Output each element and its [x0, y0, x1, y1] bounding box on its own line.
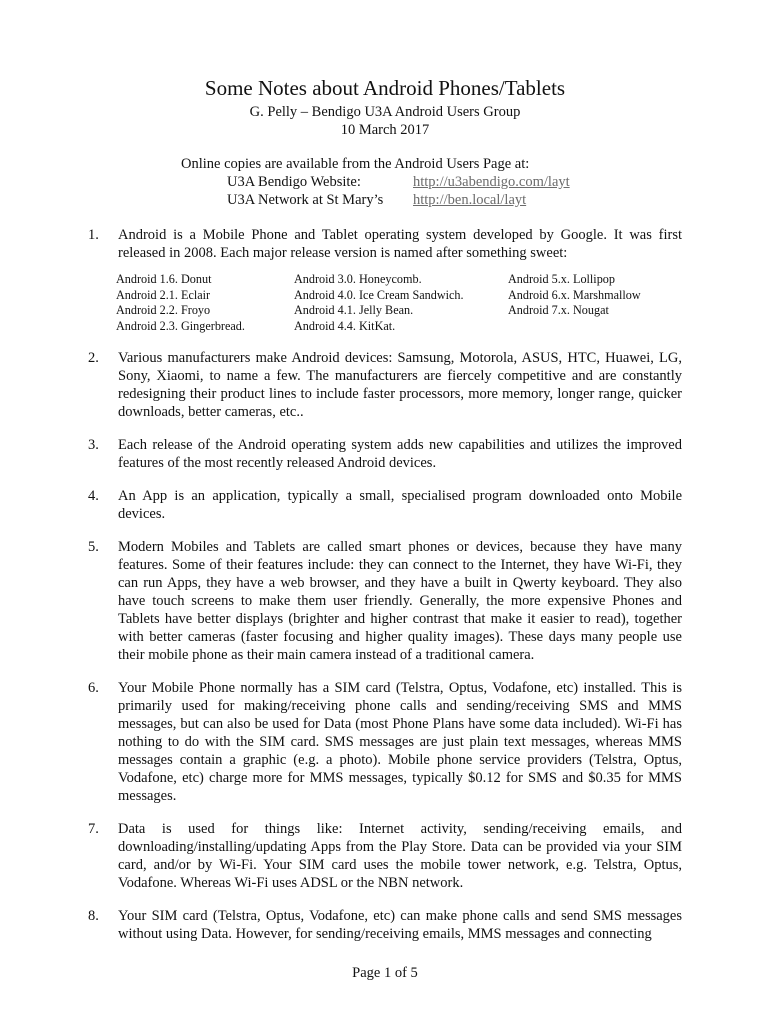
item-number: 8.: [88, 908, 99, 924]
version-item: Android 7.x. Nougat: [508, 303, 609, 317]
list-item: [88, 349, 682, 421]
site-link[interactable]: http://ben.local/layt: [413, 192, 527, 208]
version-item: Android 3.0. Honeycomb.: [294, 272, 422, 286]
list-item: [88, 226, 682, 334]
version-item: Android 6.x. Marshmallow: [508, 287, 641, 302]
item-text: Various manufacturers make Android devices: Samsung, Motorola, ASUS, HTC, Huawei, LG, Sony, Xiaomi, to name a few. The manufacturers are fiercely competitive and are constantly redesigning their product lines to include faster processors, more memory, longer range, quicker downloads, better cameras, etc..: [118, 350, 682, 420]
page-footer: Page 1 of 5: [352, 965, 418, 981]
version-item: Android 1.6. Donut: [116, 272, 212, 286]
version-item: Android 5.x. Lollipop: [508, 272, 615, 286]
item-text: Android is a Mobile Phone and Tablet operating system developed by Google. It was first released in 2008. Each major release version is named after something sweet:: [118, 227, 682, 261]
online-copies: [181, 155, 570, 209]
version-item: Android 4.1. Jelly Bean.: [294, 303, 414, 317]
item-text: Your Mobile Phone normally has a SIM card (Telstra, Optus, Vodafone, etc) installed. This is primarily used for making/receiving phone calls and sending/receiving SMS and MMS messages, but can also be used for Data (most Phone Plans have some data included). Wi-Fi has nothing to do with the SIM card. SMS messages are just plain text messages, whereas MMS messages contain a graphic (e.g. a photo). Mobile phone service providers (Telstra, Optus, Vodafone, etc) charge more for MMS messages, typically $0.12 for SMS and $0.35 for MMS messages.: [118, 680, 682, 804]
site-row-network: [181, 191, 570, 209]
list-item: [88, 907, 682, 943]
item-number: 4.: [88, 488, 99, 504]
list-item: [88, 487, 682, 523]
item-text: Data is used for things like: Internet activity, sending/receiving emails, and downloading/installing/updating Apps from the Play Store. Data can be provided via your SIM card, and/or by Wi-Fi. Your SIM card uses the mobile tower network, e.g. Telstra, Optus, Vodafone. Whereas Wi-Fi uses ADSL or the NBN network.: [118, 821, 682, 891]
version-item: Android 2.2. Froyo: [116, 303, 211, 317]
version-item: Android 2.3. Gingerbread.: [116, 318, 245, 333]
list-item: [88, 538, 682, 664]
site-link[interactable]: http://u3abendigo.com/layt: [413, 174, 570, 190]
document-title: Some Notes about Android Phones/Tablets: [204, 76, 566, 100]
item-text: Each release of the Android operating system adds new capabilities and utilizes the improved features of the most recently released Android devices.: [118, 437, 682, 471]
date-line: 10 March 2017: [340, 122, 430, 138]
item-number: 2.: [88, 350, 99, 366]
item-number: 6.: [88, 680, 99, 696]
android-versions: [116, 272, 682, 334]
site-label: U3A Network at St Mary’s: [227, 192, 384, 208]
online-intro: Online copies are available from the Android Users Page at:: [181, 156, 530, 172]
item-text: An App is an application, typically a small, specialised program downloaded onto Mobile devices.: [118, 488, 682, 522]
list-item: [88, 820, 682, 892]
site-label: U3A Bendigo Website:: [227, 174, 361, 190]
notes-list: [88, 226, 682, 958]
version-item: Android 2.1. Eclair: [116, 287, 211, 302]
item-number: 7.: [88, 821, 99, 837]
version-item: Android 4.0. Ice Cream Sandwich.: [294, 287, 464, 302]
site-row-bendigo: [181, 173, 570, 191]
version-item: Android 4.4. KitKat.: [294, 318, 396, 333]
item-number: 3.: [88, 437, 99, 453]
author-line: G. Pelly – Bendigo U3A Android Users Group: [249, 104, 521, 120]
document-subtitle: [0, 103, 770, 139]
item-text: Modern Mobiles and Tablets are called smart phones or devices, because they have many features. Some of their features include: they can connect to the Internet, they have Wi-Fi, they can run Apps, they have a web browser, and they have a built in Qwerty keyboard. They also have touch screens to make them user friendly. Generally, the more expensive Phones and Tablets have better displays (brighter and higher contrast that make it easier to read), together with better cameras (faster focusing and higher quality images). These days many people use their mobile phone as their main camera instead of a traditional camera.: [118, 539, 682, 663]
item-number: 1.: [88, 227, 99, 243]
list-item: [88, 436, 682, 472]
item-number: 5.: [88, 539, 99, 555]
list-item: [88, 679, 682, 805]
item-text: Your SIM card (Telstra, Optus, Vodafone, etc) can make phone calls and send SMS messages without using Data. However, for sending/receiving emails, MMS messages and connecting: [118, 908, 682, 942]
